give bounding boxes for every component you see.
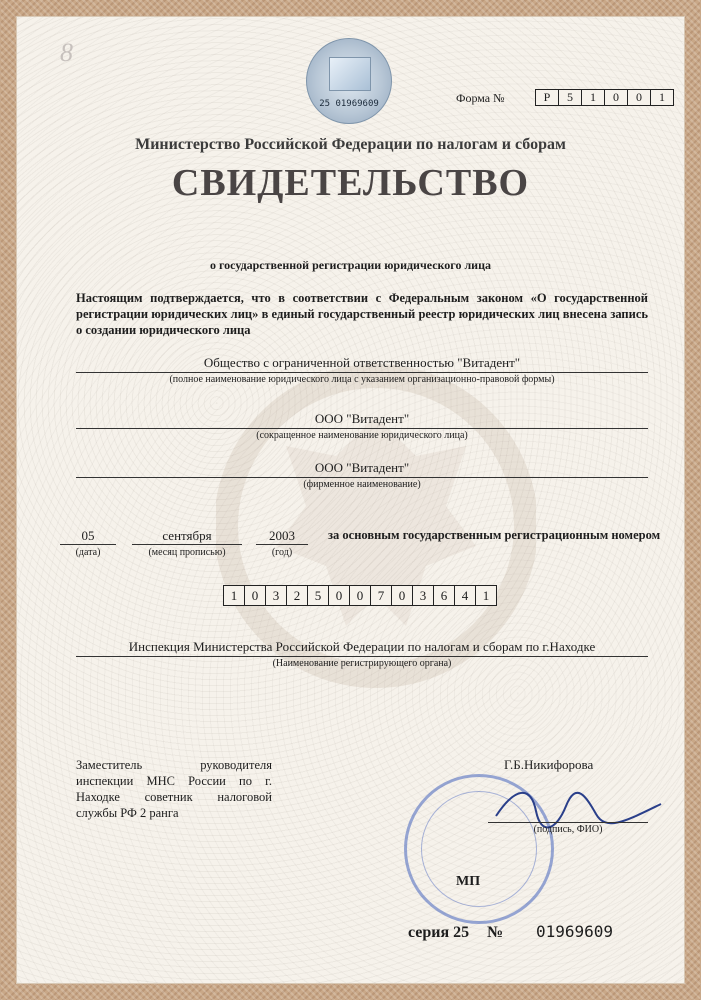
signer-name: Г.Б.Никифорова [504, 757, 594, 772]
date-year: 2003 [269, 528, 295, 543]
form-code [536, 89, 674, 106]
stamp-place-label: МП [456, 874, 481, 889]
form-code-char: Р [535, 89, 559, 106]
series-number: 25 [453, 924, 470, 941]
signature-caption: (подпись, ФИО) [533, 824, 603, 835]
form-code-char: 0 [604, 89, 628, 106]
ogrn-digit: 0 [328, 585, 350, 606]
registering-organ-caption: (Наименование регистрирующего органа) [272, 658, 452, 669]
short-name-caption: (сокращенное наименование юридического лица) [256, 430, 468, 441]
date-month-line [132, 544, 242, 545]
form-code-char: 1 [650, 89, 674, 106]
date-year-line [256, 544, 308, 545]
form-code-char: 1 [581, 89, 605, 106]
ogrn-digit: 4 [454, 585, 476, 606]
form-code-char: 5 [558, 89, 582, 106]
hologram-seal [306, 38, 392, 124]
full-name-line [76, 372, 648, 373]
registration-number-text: за основным государственным регистрационным номером [328, 528, 661, 542]
full-name-caption: (полное наименование юридического лица с указанием организационно-правовой формы) [169, 374, 555, 385]
document-title: СВИДЕТЕЛЬСТВО [171, 162, 530, 204]
ministry-name: Министерство Российской Федерации по налогам и сборам [135, 136, 566, 153]
firm-name-line [76, 477, 648, 478]
form-code-char: 0 [627, 89, 651, 106]
date-day-line [60, 544, 116, 545]
registering-organ-line [76, 656, 648, 657]
ogrn-digit: 2 [286, 585, 308, 606]
certificate-paper [16, 16, 685, 984]
short-name-value: ООО "Витадент" [314, 411, 410, 426]
hologram-number: 25 01969609 [319, 99, 379, 109]
ogrn-digit: 6 [433, 585, 455, 606]
ogrn-digit: 0 [391, 585, 413, 606]
date-year-caption: (год) [271, 547, 293, 558]
firm-name-value: ООО "Витадент" [314, 460, 410, 475]
certificate-serial-number: 01969609 [536, 922, 614, 941]
ogrn-digit: 0 [349, 585, 371, 606]
form-label: Форма № [456, 91, 505, 105]
short-name-line [76, 428, 648, 429]
ogrn-digit: 5 [307, 585, 329, 606]
date-month: сентября [162, 528, 212, 543]
hologram-emblem [329, 57, 371, 91]
ogrn-digit: 3 [412, 585, 434, 606]
ogrn-digit: 7 [370, 585, 392, 606]
document-subtitle: о государственной регистрации юридического лица [210, 258, 491, 272]
corner-mark: 8 [60, 38, 73, 67]
series-word: серия [408, 924, 450, 941]
firm-name-caption: (фирменное наименование) [303, 479, 421, 490]
ogrn-digit: 0 [244, 585, 266, 606]
registering-organ-value: Инспекция Министерства Российской Федерации по налогам и сборам по г.Находке [128, 639, 596, 654]
series-label [408, 924, 503, 942]
number-sign: № [487, 924, 504, 941]
date-day: 05 [81, 528, 95, 543]
date-day-caption: (дата) [75, 547, 101, 558]
signer-position: Заместитель руководителя инспекции МНС России по г. Находке советник налоговой службы РФ 2 ранга [76, 758, 272, 820]
signature-line [488, 822, 648, 823]
date-month-caption: (месяц прописью) [148, 547, 226, 558]
ogrn-digit: 1 [475, 585, 497, 606]
full-name-value: Общество с ограниченной ответственностью "Витадент" [203, 355, 521, 370]
ogrn-digit: 3 [265, 585, 287, 606]
intro-paragraph: Настоящим подтверждается, что в соответствии с Федеральным законом «О государственной регистрации юридических лиц» в единый государственный реестр юридических лиц внесена запись о создании юридического лица [76, 291, 648, 337]
ogrn-number [224, 585, 497, 606]
ogrn-digit: 1 [223, 585, 245, 606]
